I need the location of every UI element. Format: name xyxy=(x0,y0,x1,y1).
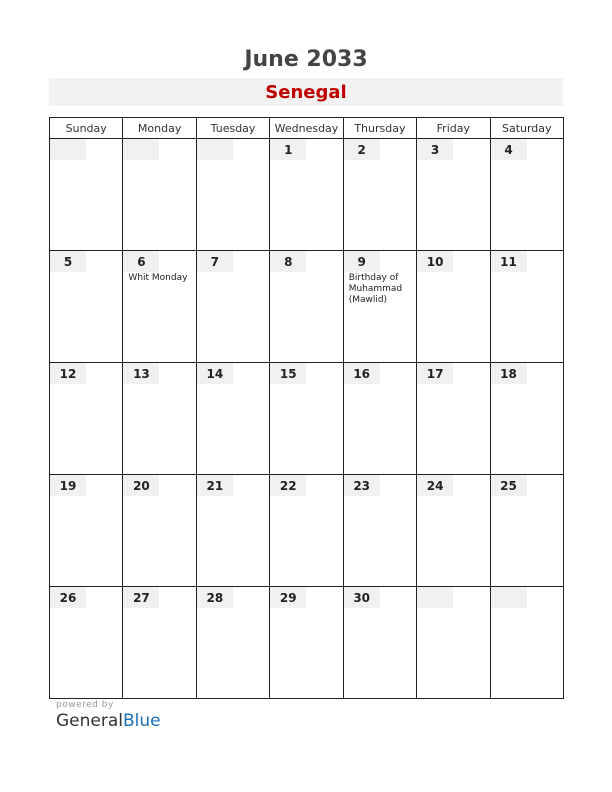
day-number-box xyxy=(50,587,86,608)
day-number-box xyxy=(491,587,527,608)
day-number: 16 xyxy=(353,367,371,381)
day-cell xyxy=(196,251,269,363)
day-cell xyxy=(417,587,490,699)
day-cell xyxy=(343,475,416,587)
day-number-box xyxy=(270,139,306,160)
day-cell xyxy=(417,363,490,475)
day-number: 8 xyxy=(284,255,293,269)
day-number: 24 xyxy=(426,479,444,493)
day-cell xyxy=(490,475,563,587)
day-cell xyxy=(50,363,123,475)
day-number: 20 xyxy=(133,479,150,493)
day-number: 19 xyxy=(59,479,77,493)
day-cell xyxy=(343,363,416,475)
holiday-label: Whit Monday xyxy=(128,273,188,283)
day-cell xyxy=(123,251,196,363)
week-row xyxy=(50,587,564,699)
day-cell xyxy=(343,251,416,363)
week-row xyxy=(50,475,564,587)
brand-blue: Blue xyxy=(123,711,161,731)
day-number-box xyxy=(197,475,233,496)
day-number-box xyxy=(197,587,233,608)
day-cell xyxy=(343,587,416,699)
day-number-box xyxy=(417,251,453,272)
day-number: 4 xyxy=(504,143,513,157)
day-cell xyxy=(270,363,343,475)
day-number-box xyxy=(123,475,159,496)
holiday-label: Birthday of Muhammad (Mawlid) xyxy=(348,273,403,305)
day-number: 23 xyxy=(353,479,371,493)
day-number-box xyxy=(50,475,86,496)
day-number: 6 xyxy=(137,255,146,269)
day-number-box xyxy=(344,363,380,384)
weekday-header: Monday xyxy=(123,118,196,139)
generalblue-logo xyxy=(56,711,161,731)
day-number-box xyxy=(491,475,527,496)
day-cell xyxy=(50,139,123,251)
weekday-header: Saturday xyxy=(490,118,563,139)
day-number: 25 xyxy=(500,479,517,493)
day-number: 30 xyxy=(353,591,371,605)
calendar-grid xyxy=(49,117,564,699)
day-number: 2 xyxy=(357,143,366,157)
day-number: 3 xyxy=(430,143,440,157)
day-number-box xyxy=(197,139,233,160)
day-cell xyxy=(196,363,269,475)
day-number: 13 xyxy=(133,367,150,381)
day-number-box xyxy=(491,139,527,160)
day-cell xyxy=(50,475,123,587)
day-number-box xyxy=(197,363,233,384)
weekday-header-row xyxy=(50,118,564,139)
day-number: 11 xyxy=(500,255,517,269)
day-number: 26 xyxy=(59,591,77,605)
day-number: 14 xyxy=(206,367,224,381)
day-cell xyxy=(490,251,563,363)
week-row xyxy=(50,251,564,363)
day-number: 10 xyxy=(426,255,444,269)
weekday-header: Thursday xyxy=(343,118,416,139)
week-row xyxy=(50,363,564,475)
powered-by-text: powered by xyxy=(56,700,114,710)
day-number-box xyxy=(417,139,453,160)
day-number-box xyxy=(123,587,159,608)
day-number: 27 xyxy=(133,591,150,605)
day-number-box xyxy=(197,251,233,272)
day-number-box xyxy=(417,587,453,608)
day-number-box xyxy=(344,139,380,160)
day-number-box xyxy=(123,139,159,160)
day-number-box xyxy=(270,587,306,608)
weekday-header: Sunday xyxy=(50,118,123,139)
day-number: 5 xyxy=(63,255,73,269)
day-cell xyxy=(417,475,490,587)
day-cell xyxy=(270,587,343,699)
day-cell xyxy=(50,587,123,699)
day-number-box xyxy=(491,251,527,272)
day-cell xyxy=(490,139,563,251)
day-cell xyxy=(123,363,196,475)
day-cell xyxy=(490,363,563,475)
footer xyxy=(56,700,161,731)
day-number-box xyxy=(270,363,306,384)
day-cell xyxy=(417,139,490,251)
day-cell xyxy=(50,251,123,363)
day-number-box xyxy=(344,475,380,496)
day-number: 17 xyxy=(426,367,444,381)
day-number-box xyxy=(50,251,86,272)
day-number: 9 xyxy=(357,255,366,269)
day-number: 15 xyxy=(279,367,297,381)
day-cell xyxy=(270,251,343,363)
day-number: 18 xyxy=(500,367,517,381)
week-row xyxy=(50,139,564,251)
weekday-header: Wednesday xyxy=(270,118,343,139)
day-number-box xyxy=(344,587,380,608)
day-cell xyxy=(417,251,490,363)
day-number: 21 xyxy=(206,479,224,493)
day-cell xyxy=(490,587,563,699)
country-name: Senegal xyxy=(265,82,347,103)
day-number-box xyxy=(270,251,306,272)
weekday-header: Tuesday xyxy=(196,118,269,139)
day-number-box xyxy=(123,251,159,272)
day-number: 29 xyxy=(279,591,297,605)
weekday-header: Friday xyxy=(417,118,490,139)
day-cell xyxy=(196,139,269,251)
day-number: 7 xyxy=(210,255,220,269)
day-cell xyxy=(123,139,196,251)
day-number-box xyxy=(270,475,306,496)
day-cell xyxy=(196,475,269,587)
day-number: 12 xyxy=(59,367,77,381)
day-number-box xyxy=(50,139,86,160)
day-cell xyxy=(270,139,343,251)
day-cell xyxy=(343,139,416,251)
country-band xyxy=(49,78,563,106)
day-number-box xyxy=(50,363,86,384)
day-cell xyxy=(270,475,343,587)
day-number-box xyxy=(417,475,453,496)
day-number-box xyxy=(417,363,453,384)
calendar-title: June 2033 xyxy=(244,47,368,72)
day-number: 1 xyxy=(284,143,293,157)
day-number: 22 xyxy=(279,479,297,493)
day-cell xyxy=(196,587,269,699)
day-cell xyxy=(123,587,196,699)
day-number: 28 xyxy=(206,591,224,605)
day-number-box xyxy=(491,363,527,384)
day-number-box xyxy=(123,363,159,384)
brand-general: General xyxy=(56,711,123,731)
day-cell xyxy=(123,475,196,587)
day-number-box xyxy=(344,251,380,272)
